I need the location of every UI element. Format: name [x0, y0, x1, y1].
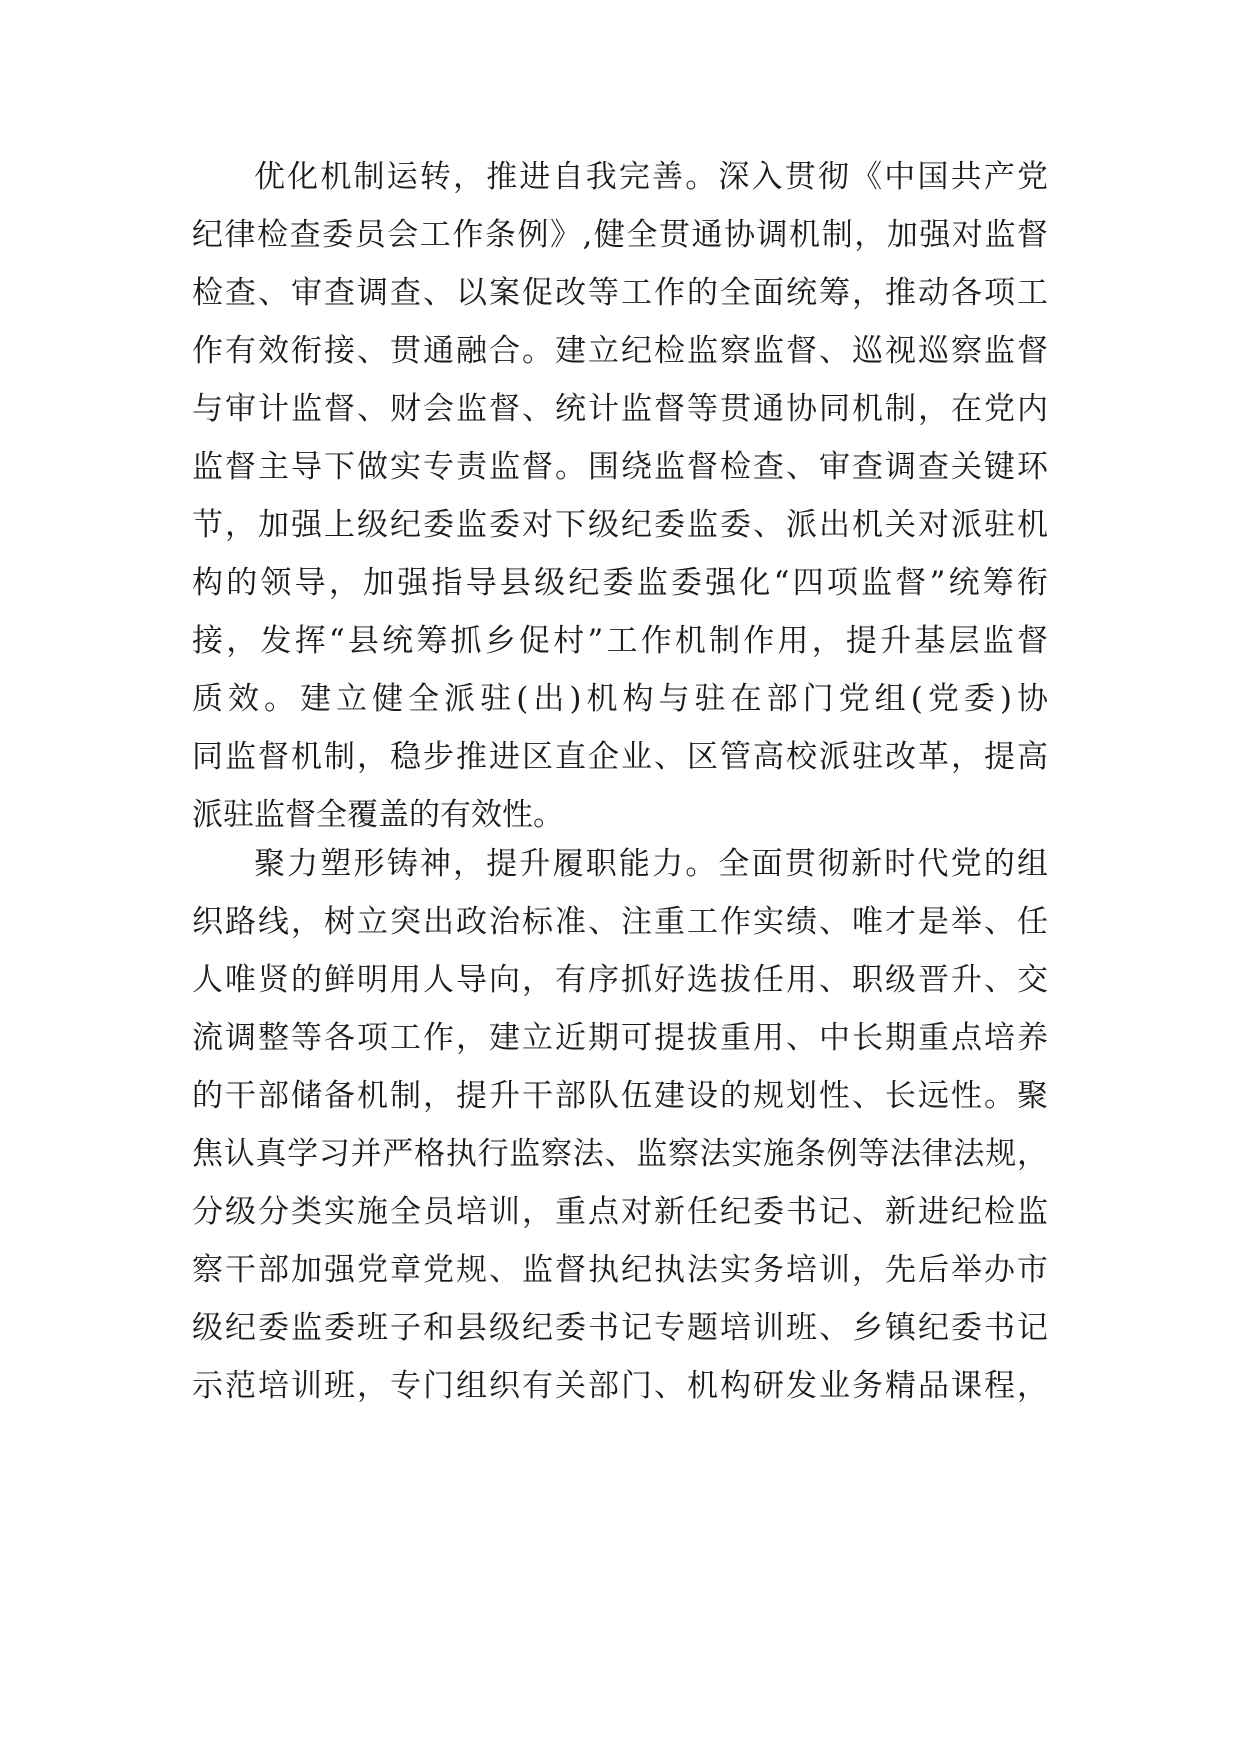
- paragraph-line: 优化机制运转，推进自我完善。深入贯彻《中国共产党: [254, 159, 1048, 195]
- paragraph-line: 人唯贤的鲜明用人导向，有序抓好选拔任用、职级晋升、交: [192, 962, 1048, 998]
- paragraph-line: 质效。建立健全派驻(出)机构与驻在部门党组(党委)协: [192, 681, 1048, 717]
- paragraph-line: 分级分类实施全员培训，重点对新任纪委书记、新进纪检监: [192, 1194, 1048, 1230]
- paragraph-line: 聚力塑形铸神，提升履职能力。全面贯彻新时代党的组: [254, 846, 1048, 882]
- paragraph-mechanism-optimization: [192, 148, 1048, 844]
- paragraph-line: 派驻监督全覆盖的有效性。: [192, 797, 564, 833]
- paragraph-line: 纪律检查委员会工作条例》,健全贯通协调机制，加强对监督: [192, 217, 1048, 253]
- paragraph-line: 的干部储备机制，提升干部队伍建设的规划性、长远性。聚: [192, 1078, 1048, 1114]
- paragraph-line: 构的领导，加强指导县级纪委监委强化“四项监督”统筹衔: [192, 565, 1048, 601]
- paragraph-capability-building: [192, 835, 1048, 1415]
- paragraph-line: 级纪委监委班子和县级纪委书记专题培训班、乡镇纪委书记: [192, 1310, 1048, 1346]
- paragraph-line: 流调整等各项工作，建立近期可提拔重用、中长期重点培养: [192, 1020, 1048, 1056]
- paragraph-line: 监督主导下做实专责监督。围绕监督检查、审查调查关键环: [192, 449, 1048, 485]
- paragraph-line: 接，发挥“县统筹抓乡促村”工作机制作用，提升基层监督: [192, 623, 1048, 659]
- paragraph-line: 织路线，树立突出政治标准、注重工作实绩、唯才是举、任: [192, 904, 1048, 940]
- paragraph-line: 与审计监督、财会监督、统计监督等贯通协同机制，在党内: [192, 391, 1048, 427]
- paragraph-line: 同监督机制，稳步推进区直企业、区管高校派驻改革，提高: [192, 739, 1048, 775]
- paragraph-line: 节，加强上级纪委监委对下级纪委监委、派出机关对派驻机: [192, 507, 1048, 543]
- paragraph-line: 作有效衔接、贯通融合。建立纪检监察监督、巡视巡察监督: [192, 333, 1048, 369]
- paragraph-line: 示范培训班，专门组织有关部门、机构研发业务精品课程，: [192, 1368, 1048, 1404]
- paragraph-line: 检查、审查调查、以案促改等工作的全面统筹，推动各项工: [192, 275, 1048, 311]
- paragraph-line: 焦认真学习并严格执行监察法、监察法实施条例等法律法规，: [192, 1136, 1048, 1172]
- paragraph-line: 察干部加强党章党规、监督执纪执法实务培训，先后举办市: [192, 1252, 1048, 1288]
